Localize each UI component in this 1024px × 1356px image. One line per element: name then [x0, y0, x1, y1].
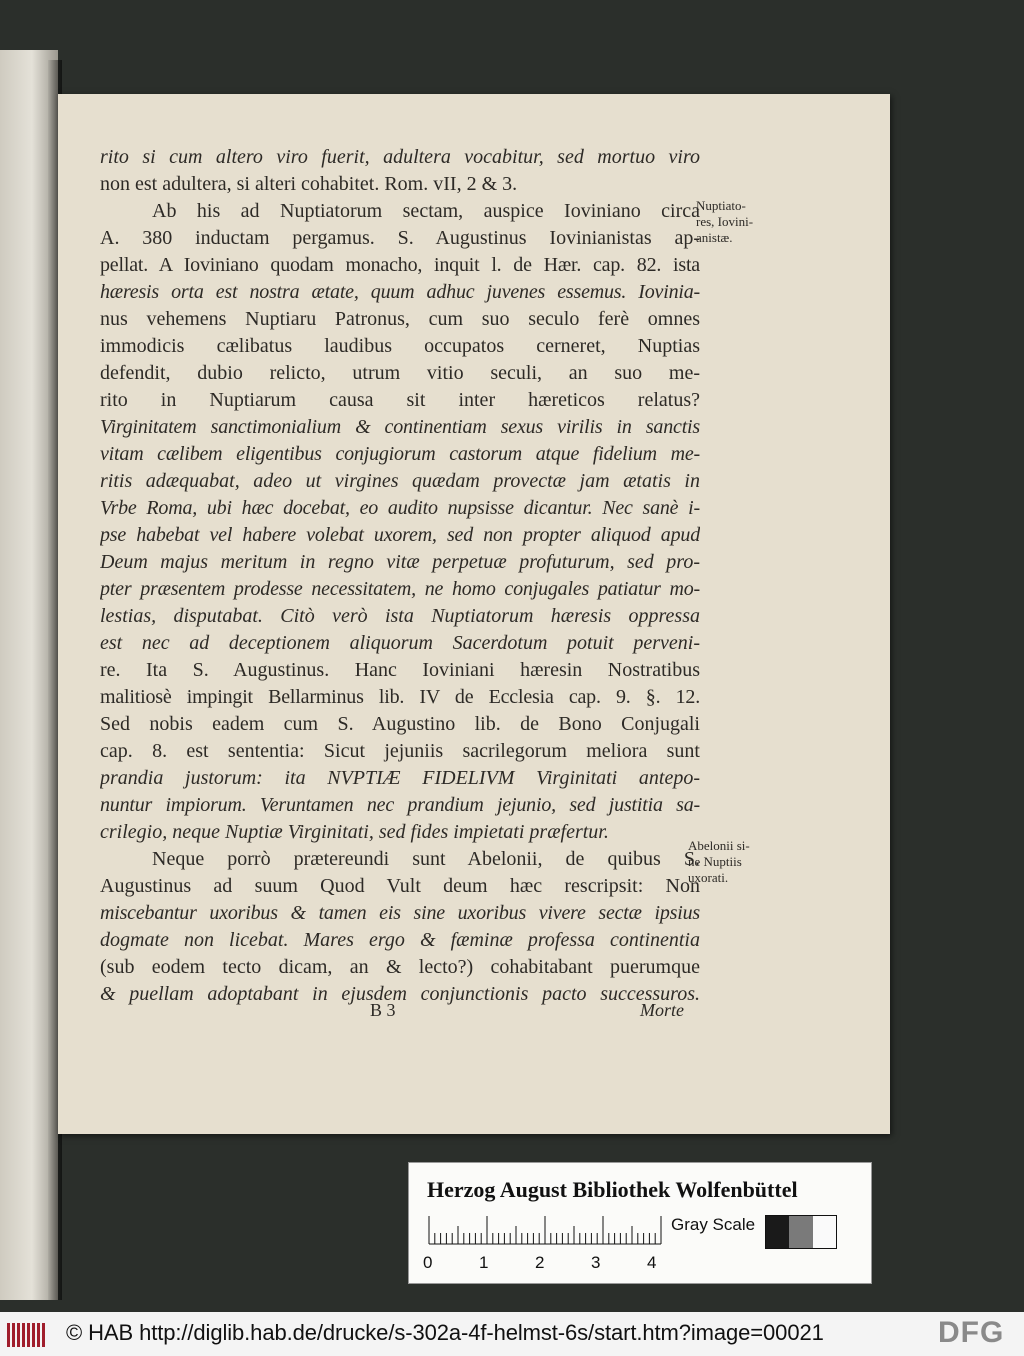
copyright-bar	[0, 1312, 1024, 1356]
text-line: Vrbe Roma, ubi hæc docebat, eo audito nupsisse dicantur. Nec sanè i-	[100, 497, 700, 519]
gray-scale-swatches	[765, 1215, 837, 1249]
book-page	[58, 94, 890, 1134]
ruler-number: 3	[591, 1253, 601, 1272]
margin-note-line: res, Iovini-	[696, 214, 754, 229]
text-line: pter præsentem prodesse necessitatem, ne homo conjugales patiatur mo-	[100, 578, 700, 600]
text-line: dogmate non licebat. Mares ergo & fæminæ professa continentia	[100, 929, 700, 951]
text-line: A. 380 inductam pergamus. S. Augustinus Iovinianistas ap-	[100, 227, 700, 249]
library-name: Herzog August Bibliothek Wolfenbüttel	[427, 1177, 798, 1202]
gray-swatch	[766, 1216, 789, 1248]
hab-logo-icon	[6, 1320, 46, 1350]
ruler-number: 2	[535, 1253, 545, 1272]
text-line: & puellam adoptabant in ejusdem conjunctionis pacto successuros.	[100, 983, 700, 1005]
text-line: cap. 8. est sententia: Sicut jejuniis sacrilegorum meliora sunt	[100, 740, 700, 762]
copyright-link[interactable]: © HAB http://diglib.hab.de/drucke/s-302a-4f-helmst-6s/start.htm?image=00021	[66, 1320, 824, 1345]
margin-note-line: anistæ.	[696, 230, 733, 245]
text-line: est nec ad deceptionem aliquorum Sacerdotum potuit perveni-	[100, 632, 700, 654]
signature-mark: B 3	[370, 1000, 396, 1020]
text-line: Deum majus meritum in regno vitæ perpetuæ profuturum, sed pro-	[100, 551, 700, 573]
margin-note-line: Nuptiato-	[696, 198, 746, 213]
text-line: Sed nobis eadem cum S. Augustino lib. de Bono Conjugali	[100, 713, 700, 735]
text-line: crilegio, neque Nuptiæ Virginitati, sed fides impietati præfertur.	[100, 821, 609, 843]
margin-note-abelonii	[688, 838, 788, 886]
gray-scale-label: Gray Scale	[671, 1215, 756, 1234]
color-target-card	[408, 1162, 872, 1284]
text-line: vitam cælibem eligentibus conjugiorum castorum atque fidelium me-	[100, 443, 700, 465]
gray-swatch	[789, 1216, 812, 1248]
text-line: immodicis cælibatus laudibus occupatos cerneret, Nuptias	[100, 335, 700, 357]
catchword: Morte	[640, 1000, 684, 1020]
text-line: malitiosè impingit Bellarminus lib. IV de Ecclesia cap. 9. §. 12.	[100, 686, 700, 708]
ruler-number: 4	[647, 1253, 657, 1272]
text-line: Virginitatem sanctimonialium & continentiam sexus virilis in sanctis	[100, 416, 700, 438]
text-line: (sub eodem tecto dicam, an & lecto?) cohabitabant puerumque	[100, 956, 700, 978]
dfg-logo: DFG	[938, 1316, 1005, 1349]
text-line: rito si cum altero viro fuerit, adultera vocabitur, sed mortuo viro	[100, 146, 700, 168]
text-line: miscebantur uxoribus & tamen eis sine uxoribus vivere sectæ ipsius	[100, 902, 700, 924]
text-line: nuntur impiorum. Veruntamen nec prandium jejunio, sed justitia sa-	[100, 794, 700, 816]
ruler-numbers	[423, 1253, 683, 1275]
ruler-number: 1	[479, 1253, 489, 1272]
text-line: hæresis orta est nostra ætate, quum adhuc juvenes essemus. Iovinia-	[100, 281, 700, 303]
text-line: defendit, dubio relicto, utrum vitio seculi, an suo me-	[100, 362, 700, 384]
page-text	[100, 144, 700, 1008]
text-line: Neque porrò prætereundi sunt Abelonii, de quibus S.	[152, 848, 700, 870]
page-footer-line	[100, 1000, 684, 1024]
margin-note-nuptiatores	[696, 198, 788, 246]
margin-note-line: uxorati.	[688, 870, 729, 885]
text-line: pellat. A Ioviniano quodam monacho, inquit l. de Hær. cap. 82. ista	[100, 254, 700, 276]
text-line: nus vehemens Nuptiaru Patronus, cum suo seculo ferè omnes	[100, 308, 700, 330]
margin-note-line: ne Nuptiis	[688, 854, 742, 869]
ruler-number: 0	[423, 1253, 433, 1272]
text-line: pse habebat vel habere volebat uxorem, sed non propter aliquod apud	[100, 524, 700, 546]
text-line: ritis adæquabat, adeo ut virgines quædam provectæ jam ætatis in	[100, 470, 700, 492]
text-line: re. Ita S. Augustinus. Hanc Ioviniani hæresin Nostratibus	[100, 659, 700, 681]
text-line: rito in Nuptiarum causa sit inter hæreticos relatus?	[100, 389, 700, 411]
text-line: Augustinus ad suum Quod Vult deum hæc rescripsit: Non	[100, 875, 700, 897]
text-line: lestias, disputabat. Citò verò ista Nuptiatorum hæresis oppressa	[100, 605, 700, 627]
text-line: Ab his ad Nuptiatorum sectam, auspice Ioviniano circa	[152, 200, 700, 222]
text-line: prandia justorum: ita NVPTIÆ FIDELIVM Virginitati antepo-	[100, 767, 700, 789]
gray-swatch	[813, 1216, 836, 1248]
margin-note-line: Abelonii si-	[688, 838, 750, 853]
text-line: non est adultera, si alteri cohabitet. Rom. vII, 2 & 3.	[100, 173, 518, 195]
ruler-scale	[427, 1215, 663, 1245]
